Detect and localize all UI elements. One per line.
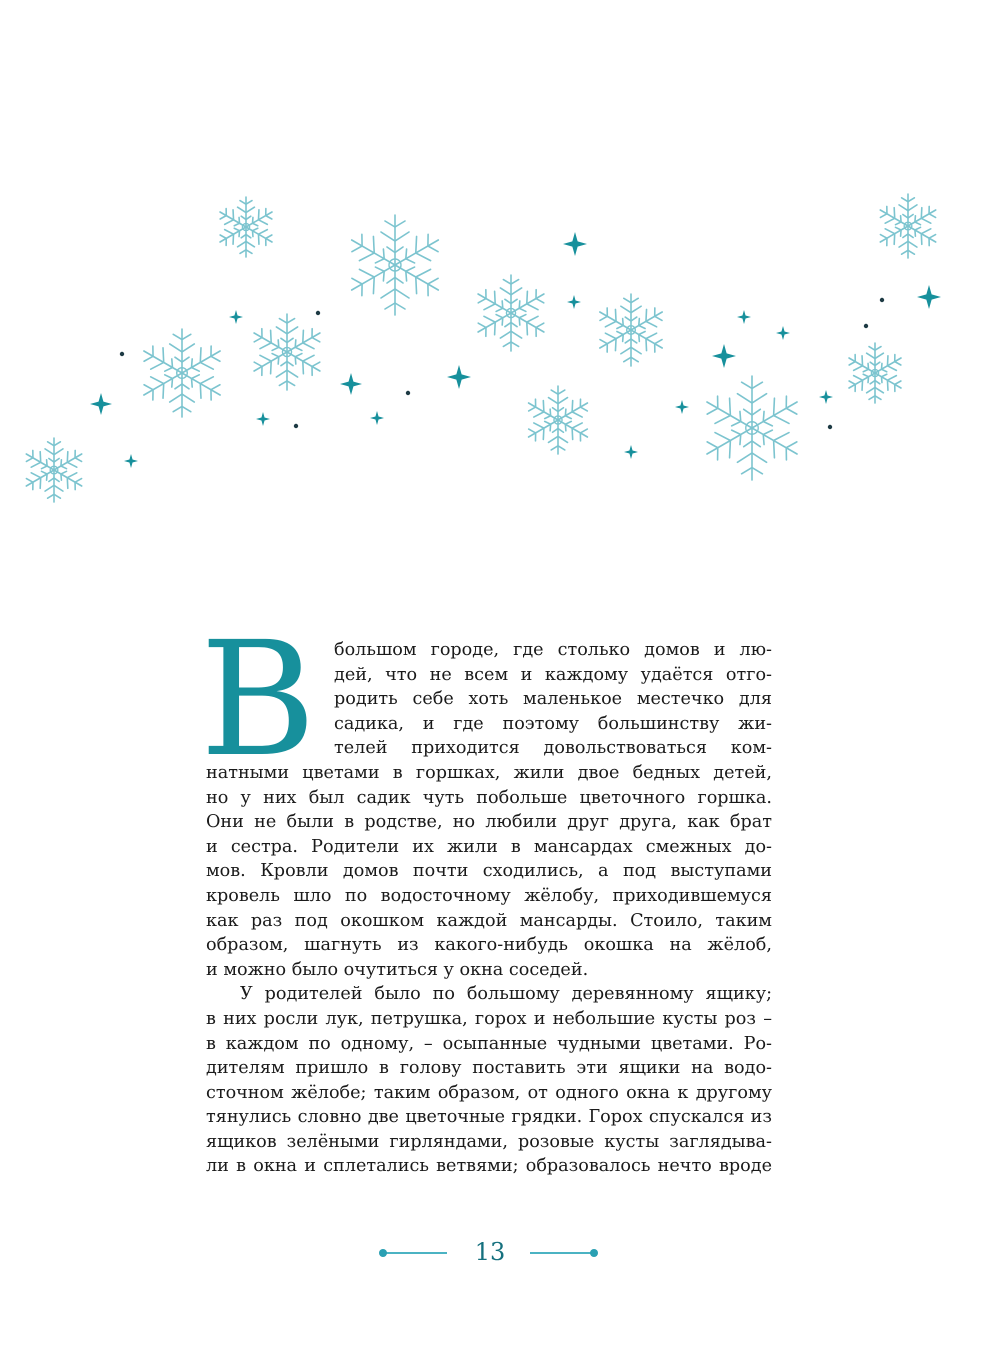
star-sparkle-icon [712, 344, 736, 368]
text-line: тянулись словно две цветочные грядки. Горох спускался из [206, 1107, 772, 1128]
text-line: в них росли лук, петрушка, горох и небольшие кусты роз – [206, 1008, 772, 1029]
star-sparkle-icon [776, 326, 790, 340]
star-sparkle-icon [737, 310, 751, 324]
star-sparkle-icon [675, 400, 689, 414]
text-line: как раз под окошком каждой мансарды. Стоило, таким [206, 910, 772, 931]
footer-rule-left [383, 1252, 447, 1254]
drop-cap: В [200, 608, 317, 792]
star-sparkle-icon [229, 310, 243, 324]
text-line: ящиков зелёными гирляндами, розовые кусты заглядыва- [206, 1131, 772, 1152]
snowflake-icon [473, 275, 549, 351]
text-line: натными цветами в горшках, жили двое бедных детей, [206, 762, 772, 783]
text-line: мов. Кровли домов почти сходились, а под выступами [206, 861, 772, 882]
dot-sparkle-icon [294, 424, 298, 428]
star-sparkle-icon [340, 373, 362, 395]
dot-sparkle-icon [828, 425, 832, 429]
text-line: кровель шло по водосточному жёлобу, приходившемуся [206, 885, 772, 906]
rule-dot [590, 1249, 598, 1257]
footer-rule-right [530, 1252, 594, 1254]
star-sparkle-icon [917, 285, 941, 309]
page-number: 13 [474, 1238, 506, 1266]
text-line: большом городе, где столько домов и лю- [334, 640, 772, 660]
snowflake-icon [595, 294, 667, 366]
text-line: ли в окна и сплетались ветвями; образовалось нечто вроде [206, 1156, 772, 1177]
star-sparkle-icon [567, 295, 581, 309]
story-text [200, 608, 772, 1179]
star-sparkle-icon [624, 445, 638, 459]
star-sparkle-icon [256, 412, 270, 426]
text-line: У родителей было по большому деревянному ящику; [240, 984, 772, 1005]
snowflake-icon [22, 438, 86, 502]
snowflake-icon [345, 215, 446, 315]
dot-sparkle-icon [880, 298, 884, 302]
text-line: садика, и где поэтому большинству жи- [334, 713, 772, 734]
star-sparkle-icon [563, 232, 587, 256]
snowflake-icon [216, 197, 276, 257]
star-sparkle-icon [447, 365, 471, 389]
star-sparkle-icon [90, 393, 112, 415]
text-line: сточном жёлобе; таким образом, от одного окна к другому [206, 1082, 772, 1103]
snowflake-icon [249, 314, 325, 390]
text-line: дей, что не всем и каждому удаётся отго- [334, 664, 772, 685]
text-line: родить себе хоть маленькое местечко для [334, 689, 772, 710]
text-line: в каждом по одному, – осыпанные чудными цветами. Ро- [206, 1033, 772, 1054]
text-line: и сестра. Родители их жили в мансардах смежных до- [206, 836, 772, 857]
page-footer [0, 1232, 1000, 1272]
snowflake-icon [524, 386, 592, 454]
text-line: и можно было очутиться у окна соседей. [206, 959, 589, 980]
dot-sparkle-icon [864, 324, 868, 328]
dot-sparkle-icon [316, 311, 320, 315]
snowflake-icon [876, 194, 940, 258]
text-line: но у них был садик чуть побольше цветочного горшка. [206, 787, 772, 808]
text-line: образом, шагнуть из какого-нибудь окошка на жёлоб, [206, 935, 772, 956]
text-line: дителям пришло в голову поставить эти ящики на водо- [206, 1058, 772, 1079]
star-sparkle-icon [370, 411, 384, 425]
dot-sparkle-icon [406, 391, 410, 395]
snowflake-icon [845, 343, 905, 403]
star-sparkle-icon [819, 390, 833, 404]
star-sparkle-icon [124, 454, 138, 468]
rule-dot [379, 1249, 387, 1257]
text-line: Они не были в родстве, но любили друг друга, как брат [206, 812, 772, 833]
snowflake-decoration [0, 0, 1000, 560]
snowflake-icon [138, 329, 227, 417]
text-line: телей приходится довольствоваться ком- [334, 738, 772, 759]
snowflake-icon [700, 376, 805, 480]
dot-sparkle-icon [120, 352, 124, 356]
